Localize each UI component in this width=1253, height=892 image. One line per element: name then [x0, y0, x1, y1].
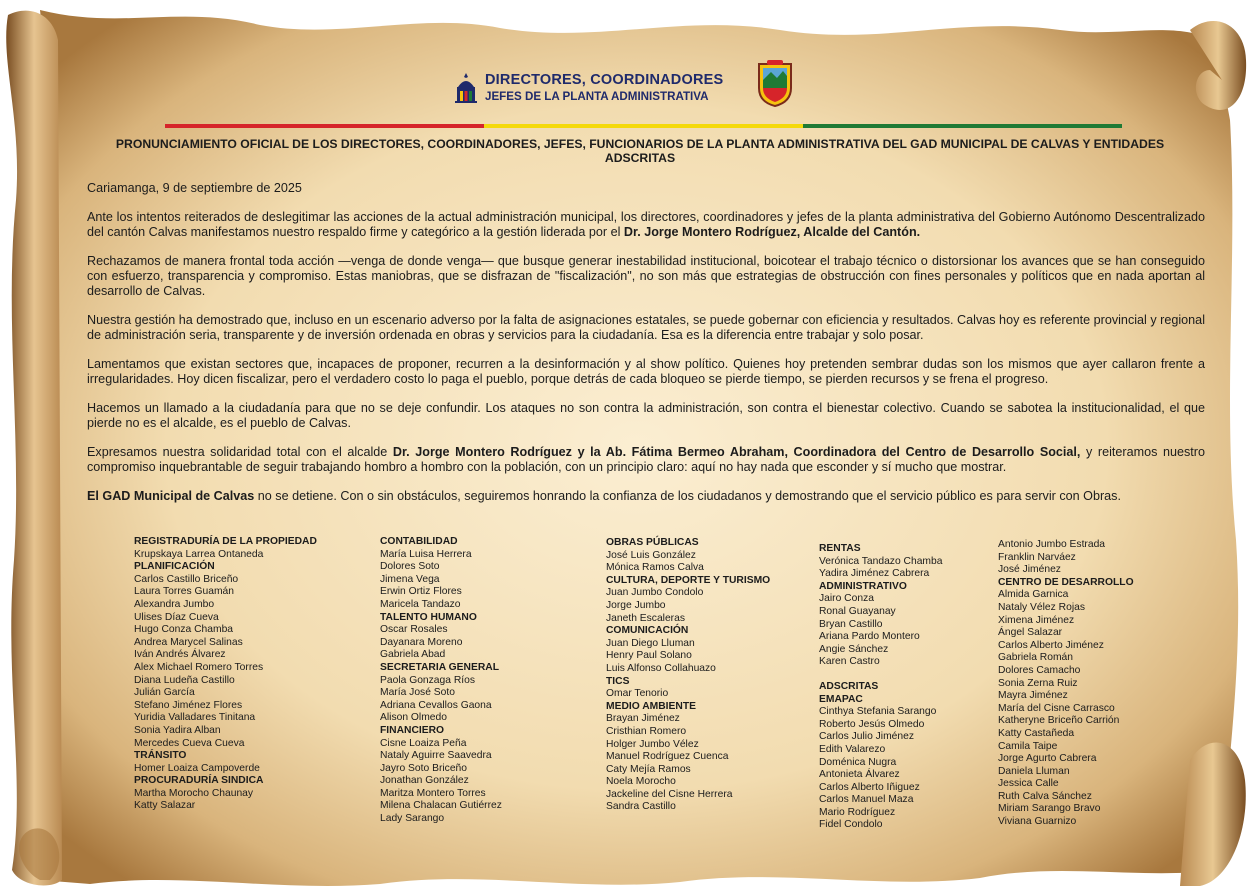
staff-name: Alex Michael Romero Torres	[134, 661, 264, 673]
staff-name: Nataly Aguirre Saavedra	[380, 750, 492, 762]
staff-name: Carlos Alberto Jiménez	[998, 639, 1104, 651]
staff-name: Dolores Camacho	[998, 664, 1081, 676]
date-line: Cariamanga, 9 de septiembre de 2025	[87, 181, 302, 195]
staff-name: Juan Diego Lluman	[606, 637, 695, 649]
paragraph-1-bold: Dr. Jorge Montero Rodríguez, Alcalde del Cantón.	[623, 225, 921, 239]
staff-name: Carlos Manuel Maza	[819, 794, 914, 806]
staff-name: Cisne Loaiza Peña	[380, 737, 467, 749]
department-heading: ADSCRITAS	[819, 680, 879, 692]
staff-name: Ximena Jiménez	[998, 614, 1075, 626]
paragraph-3: Nuestra gestión ha demostrado que, incluso en un escenario adverso por la falta de asignaciones estatales, se puede gobernar con eficiencia y resultados. Calvas hoy es referente provincial y regional de administración seria, transparente y de inversión ordenada en obras y servicios para la ciudadanía. Esa es la diferencia entre trabajar y solo posar.	[87, 313, 1205, 342]
staff-name: Caty Mejía Ramos	[606, 763, 691, 775]
staff-name: María José Soto	[380, 687, 455, 699]
staff-name: Alexandra Jumbo	[134, 598, 215, 610]
header-subtitle: JEFES DE LA PLANTA ADMINISTRATIVA	[485, 90, 709, 103]
staff-name: Jorge Jumbo	[606, 599, 666, 611]
staff-name: Henry Paul Solano	[606, 650, 692, 662]
staff-name: Maricela Tandazo	[380, 598, 461, 610]
staff-name: Diana Ludeña Castillo	[134, 674, 235, 686]
staff-name: Daniela Lluman	[998, 765, 1070, 777]
staff-name: Fidel Condolo	[819, 819, 883, 831]
staff-name: Ariana Pardo Montero	[819, 631, 920, 643]
document-heading: PRONUNCIAMIENTO OFICIAL DE LOS DIRECTORES, COORDINADORES, JEFES, FUNCIONARIOS DE LA PLANTA ADMINISTRATIVA DEL GAD MUNICIPAL DE CALVAS Y ENTIDADES ADSCRITAS	[115, 137, 1165, 165]
staff-name: Jackeline del Cisne Herrera	[606, 788, 733, 800]
staff-name: Ronal Guayanay	[819, 605, 896, 617]
staff-column-3	[606, 537, 770, 814]
staff-name: Julián García	[134, 687, 195, 699]
staff-name: Hugo Conza Chamba	[134, 624, 234, 636]
header-logo	[455, 62, 805, 112]
paragraph-6	[87, 445, 1205, 475]
calvas-seal-icon	[755, 58, 795, 108]
staff-name: Nataly Vélez Rojas	[998, 601, 1085, 613]
staff-name: Ángel Salazar	[998, 627, 1063, 639]
staff-name: Yadira Jiménez Cabrera	[819, 568, 930, 580]
staff-name: María Luisa Herrera	[380, 548, 472, 560]
staff-name: Janeth Escaleras	[606, 612, 685, 624]
staff-name: Jonathan González	[380, 775, 469, 787]
staff-name: Karen Castro	[819, 656, 880, 668]
staff-name: José Luis González	[606, 549, 696, 561]
staff-name: Carlos Castillo Briceño	[134, 573, 239, 585]
staff-name: Manuel Rodríguez Cuenca	[606, 751, 729, 763]
staff-name: Mónica Ramos Calva	[606, 562, 704, 574]
staff-name: Camila Taipe	[998, 740, 1058, 752]
staff-name: Mario Rodríguez	[819, 806, 896, 818]
staff-name: Juan Jumbo Condolo	[606, 587, 704, 599]
paragraph-2: Rechazamos de manera frontal toda acción —venga de donde venga— que busque generar inestabilidad institucional, boicotear el trabajo técnico o distorsionar los avances que se han conseguido con esfuerzo, transparencia y compromiso. Estas maniobras, que se disfrazan de "fiscalización", no son más que estrategias de obstrucción con fines personales y políticos que en nada aportan al desarrollo de Calvas.	[87, 254, 1205, 298]
tricolor-flag-bar	[165, 124, 1122, 128]
staff-name: Jayro Soto Briceño	[380, 762, 467, 774]
staff-name: Omar Tenorio	[606, 688, 669, 700]
staff-name: Almida Garnica	[998, 589, 1069, 601]
staff-name: Sonia Yadira Alban	[134, 724, 221, 736]
paragraph-7	[87, 489, 1205, 504]
staff-name: Erwin Ortiz Flores	[380, 586, 462, 598]
staff-column-5	[998, 539, 1134, 829]
staff-column-4	[819, 543, 942, 832]
flag-stripe-green	[803, 124, 1122, 128]
staff-name: Katheryne Briceño Carrión	[998, 715, 1120, 727]
department-heading: ADMINISTRATIVO	[819, 580, 907, 592]
staff-name: Lady Sarango	[380, 813, 445, 825]
staff-name: Bryan Castillo	[819, 618, 883, 630]
paragraph-1-text: Ante los intentos reiterados de deslegitimar las acciones de la actual administración municipal, los directores, coordinadores y jefes de la planta administrativa del Gobierno Autónomo Descentralizado del cantón Calvas manifestamos nuestro respaldo firme y categórico a la gestión liderada por el	[87, 210, 1205, 239]
staff-name: Antonieta Álvarez	[819, 769, 900, 781]
staff-name: Dolores Soto	[380, 561, 440, 573]
staff-name: Brayan Jiménez	[606, 713, 680, 725]
staff-name: Cinthya Stefania Sarango	[819, 706, 937, 718]
staff-name: Laura Torres Guamán	[134, 586, 234, 598]
staff-name: Stefano Jiménez Flores	[134, 699, 243, 711]
staff-name: Krupskaya Larrea Ontaneda	[134, 548, 264, 560]
department-heading: PROCURADURÍA SINDICA	[134, 775, 264, 787]
department-heading: SECRETARIA GENERAL	[380, 661, 499, 673]
staff-name: Mayra Jiménez	[998, 690, 1068, 702]
department-heading: RENTAS	[819, 543, 861, 554]
staff-name: Sandra Castillo	[606, 801, 676, 813]
department-heading: TICS	[606, 675, 630, 687]
staff-name: Andrea Marycel Salinas	[134, 636, 243, 648]
staff-name: Mercedes Cueva Cueva	[134, 737, 245, 749]
department-heading: PLANIFICACIÓN	[134, 561, 215, 573]
staff-name: Luis Alfonso Collahuazo	[606, 662, 716, 674]
staff-name: Roberto Jesús Olmedo	[819, 718, 925, 730]
staff-name: Jairo Conza	[819, 593, 874, 605]
department-heading: REGISTRADURÍA DE LA PROPIEDAD	[134, 536, 317, 547]
staff-name: Alison Olmedo	[380, 712, 447, 724]
staff-name: Dayanara Moreno	[380, 636, 463, 648]
paragraph-4: Lamentamos que existan sectores que, incapaces de proponer, recurren a la desinformación y al show político. Quienes hoy pretenden sembrar dudas son los mismos que ayer callaron frente a irregularidades. Hoy dicen fiscalizar, pero el verdadero costo lo paga el pueblo, porque detrás de cada bloqueo se pierde tiempo, se pierden recursos y se frena el progreso.	[87, 357, 1205, 386]
department-heading: EMAPAC	[819, 693, 863, 705]
department-heading: TRÁNSITO	[134, 750, 187, 762]
staff-name: Miriam Sarango Bravo	[998, 803, 1101, 815]
department-heading: CULTURA, DEPORTE Y TURISMO	[606, 574, 771, 586]
staff-name: Milena Chalacan Gutiérrez	[380, 800, 502, 812]
staff-name: Ruth Calva Sánchez	[998, 790, 1092, 802]
staff-name: María del Cisne Carrasco	[998, 702, 1115, 714]
staff-name: Edith Valarezo	[819, 743, 886, 755]
staff-name: Noela Morocho	[606, 776, 676, 788]
staff-name: Cristhian Romero	[606, 725, 687, 737]
staff-name: Paola Gonzaga Ríos	[380, 674, 476, 686]
staff-name: Jessica Calle	[998, 778, 1059, 790]
flag-stripe-red	[165, 124, 484, 128]
staff-name: Angie Sánchez	[819, 643, 889, 655]
department-heading: OBRAS PÚBLICAS	[606, 537, 699, 548]
staff-name: Homer Loaiza Campoverde	[134, 762, 260, 774]
paragraph-6-bold: Dr. Jorge Montero Rodríguez y la Ab. Fátima Bermeo Abraham, Coordinadora del Centro de Desarrollo Social,	[392, 445, 1081, 459]
staff-name: Holger Jumbo Vélez	[606, 738, 699, 750]
staff-name: Iván Andrés Álvarez	[134, 649, 226, 661]
staff-name: José Jiménez	[998, 564, 1061, 576]
staff-name: Ulises Díaz Cueva	[134, 611, 219, 623]
paragraph-1	[87, 210, 1205, 240]
paragraph-7-bold: El GAD Municipal de Calvas	[87, 489, 255, 503]
staff-name: Sonia Zerna Ruiz	[998, 677, 1078, 689]
staff-name: Martha Morocho Chaunay	[134, 787, 254, 799]
staff-name: Carlos Alberto Iñiguez	[819, 781, 920, 793]
department-heading: FINANCIERO	[380, 724, 445, 736]
paragraph-6-text: Expresamos nuestra solidaridad total con el alcalde	[87, 445, 393, 459]
flag-stripe-yellow	[484, 124, 803, 128]
header-title: DIRECTORES, COORDINADORES	[485, 72, 724, 88]
staff-column-2	[380, 536, 502, 826]
staff-name: Katty Salazar	[134, 800, 196, 812]
paragraph-5: Hacemos un llamado a la ciudadanía para que no se deje confundir. Los ataques no son contra la administración, son contra el bienestar colectivo. Cuando se sabotea la institucionalidad, el que pierde no es el alcalde, es el pueblo de Calvas.	[87, 401, 1205, 430]
staff-name: Verónica Tandazo Chamba	[819, 555, 943, 567]
department-heading: TALENTO HUMANO	[380, 611, 477, 623]
staff-name: Yuridia Valladares Tinitana	[134, 712, 256, 724]
staff-name: Viviana Guarnizo	[998, 816, 1077, 828]
department-heading: MEDIO AMBIENTE	[606, 700, 697, 712]
staff-name: Franklin Narváez	[998, 551, 1076, 563]
department-heading: CONTABILIDAD	[380, 536, 458, 547]
staff-name: Oscar Rosales	[380, 624, 448, 636]
document-body	[87, 181, 1205, 518]
department-heading: CENTRO DE DESARROLLO	[998, 576, 1134, 588]
staff-name: Antonio Jumbo Estrada	[998, 539, 1106, 550]
staff-name: Maritza Montero Torres	[380, 787, 486, 799]
department-heading: COMUNICACIÓN	[606, 625, 689, 637]
staff-column-1	[134, 536, 317, 813]
staff-name: Gabriela Román	[998, 652, 1073, 664]
column-spacer	[819, 669, 942, 681]
staff-name: Katty Castañeda	[998, 727, 1075, 739]
staff-name: Doménica Nugra	[819, 756, 897, 768]
staff-name: Jorge Agurto Cabrera	[998, 753, 1097, 765]
paragraph-7-text: no se detiene. Con o sin obstáculos, seguiremos honrando la confianza de los ciudadanos y demostrando que el servicio público es para servir con Obras.	[254, 489, 1121, 503]
municipal-building-icon	[455, 73, 477, 103]
staff-name: Adriana Cevallos Gaona	[380, 699, 492, 711]
staff-name: Carlos Julio Jiménez	[819, 731, 914, 743]
staff-name: Gabriela Abad	[380, 649, 446, 661]
paragraph-6-text-end: y reiteramos nuestro compromiso inquebrantable de seguir trabajando hombro a hombro con la población, con un principio claro: aquí no hay nada que esconder y sí mucho que mostrar.	[87, 445, 1206, 474]
staff-name: Jimena Vega	[380, 573, 440, 585]
